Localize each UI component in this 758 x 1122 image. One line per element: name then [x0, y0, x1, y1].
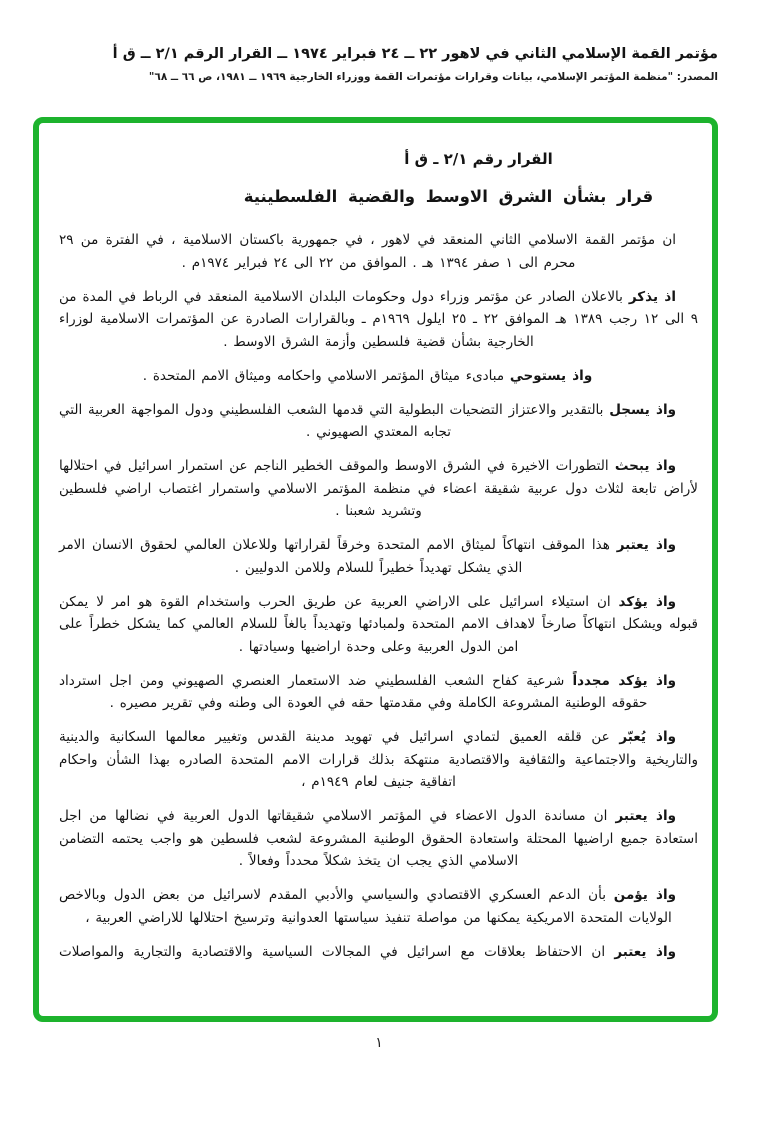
paragraph — [59, 399, 698, 444]
paragraph-text: شرعية كفاح الشعب الفلسطيني ضد الاستعمار العنصري الصهيوني ومن اجل استرداد حقوقه الوطنية المشروعة الكاملة وفي مقدمتها حقه في العودة الى وطنه وفي تقرير مصيره . — [59, 672, 648, 711]
paragraph-text: مبادىء ميثاق المؤتمر الاسلامي واحكامه وميثاق الامم المتحدة . — [142, 367, 510, 384]
paragraph — [59, 286, 698, 354]
paragraph-text: بالتقدير والاعتزاز التضحيات البطولية التي قدمها الشعب الفلسطيني ودول المواجهة العربية التي تجابه المعتدي الصهيوني . — [59, 401, 610, 440]
resolution-number: القرار رقم ٢/١ ـ ق أ — [404, 150, 553, 168]
paragraph-lead: واذ يعتبر — [614, 943, 676, 960]
paragraph-text: ان مؤتمر القمة الاسلامي الثاني المنعقد في لاهور ، في جمهورية باكستان الاسلامية ، في الفترة من ٢٩ محرم الى ١ صفر ١٣٩٤ هـ . الموافق من ٢٢ الى ٢٤ فبراير ١٩٧٤م . — [59, 232, 676, 271]
page-number: ١ — [375, 1035, 383, 1051]
document-header — [36, 44, 718, 84]
paragraph-lead: واذ يؤكد مجدداً — [572, 672, 676, 689]
paragraph-lead: واذ يستوحي — [509, 367, 593, 384]
paragraph — [59, 534, 698, 579]
paragraph — [59, 455, 698, 523]
paragraph — [59, 884, 698, 929]
header-title-line: مؤتمر القمة الإسلامي الثاني في لاهور ٢٢ ــ ٢٤ فبراير ١٩٧٤ ــ القرار الرقم ٢/١ ــ ق أ — [112, 46, 718, 62]
paragraph — [59, 670, 698, 715]
paragraph-lead: واذ يسجل — [609, 401, 677, 418]
document-body — [59, 229, 698, 963]
paragraph-lead: واذ يعتبر — [615, 808, 676, 824]
document-frame — [33, 117, 718, 1022]
paragraph-text: ان الاحتفاظ بعلاقات مع اسرائيل في المجالات السياسية والاقتصادية والتجارية والمواصلات — [59, 943, 615, 960]
paragraph — [59, 229, 698, 274]
paragraph-text: ان مساندة الدول الاعضاء في المؤتمر الاسلامي شقيقاتها الدول العربية في نضالها من اجل استعادة جميع اراضيها المحتلة واستعادة الحقوق الوطنية المشروعة لشعب فلسطين هو واجب يحتمه التضامن الاسلامي الذي يجب ان يتخذ شكلاً محدداً وفعالاً . — [59, 808, 698, 869]
paragraph-lead: واذ يؤكد — [618, 593, 676, 610]
paragraph-lead: اذ يذكر — [628, 288, 676, 305]
resolution-title: قرار بشأن الشرق الاوسط والقضية الفلسطينية — [243, 187, 654, 206]
paragraph — [59, 941, 698, 964]
paragraph-text: عن قلقه العميق لتمادي اسرائيل في تهويد مدينة القدس وتغيير معالمها السكانية والدينية والتاريخية والاجتماعية والثقافية والاقتصادية منتهكة بذلك قرارات الامم المتحدة الصادره بهذا الشأن واحكام اتفاقية جنيف لعام ١٩٤٩م ، — [59, 729, 698, 790]
paragraph-lead: واذ يؤمن — [613, 887, 677, 903]
paragraph — [59, 726, 698, 794]
paragraph-text: بالاعلان الصادر عن مؤتمر وزراء دول وحكومات البلدان الاسلامية المنعقد في الرباط في المدة من ٩ الى ١٢ رجب ١٣٨٩ هـ الموافق ٢٢ ـ ٢٥ ايلول ١٩٦٩م ـ وبالقرارات الصادرة عن المؤتمرات الاسلامية لوزراء الخارجية بشأن قضية فلسطين وأزمة الشرق الاوسط . — [59, 288, 698, 350]
paragraph-lead: واذ يبحث — [614, 458, 676, 474]
paragraph-text: التطورات الاخيرة في الشرق الاوسط والموقف الخطير الناجم عن استمرار اسرائيل في احتلالها لأراض تابعة لثلاث دول عربية شقيقة اعضاء في منظمة المؤتمر الاسلامي واستمرار اغتصاب اراضي فلسطين وتشريد شعبنا . — [59, 458, 698, 519]
paragraph-text: ان استيلاء اسرائيل على الاراضي العربية عن طريق الحرب واستخدام القوة هو امر لا يمكن قبوله ويشكل انتهاكاً صارخاً لاهداف الامم المتحدة ولمبادئها وتهديداً بالغاً للسلام العالمي كما يشكل خطراً على امن الدول العربية وعلى وحدة اراضيها وسيادتها . — [59, 593, 698, 655]
scanned-document-page — [0, 44, 758, 1122]
paragraph-lead: واذ يُعبّر — [619, 729, 676, 745]
paragraph-text: بأن الدعم العسكري الاقتصادي والسياسي والأدبي المقدم لاسرائيل من بعض الدول وبالاخص الولايات المتحدة الامريكية يمكنها من مواصلة تنفيذ سياستها العدوانية وترسيخ احتلالها للاراضي العربية ، — [59, 887, 672, 926]
header-source-line: المصدر: "منظمة المؤتمر الإسلامي، بيانات وقرارات مؤتمرات القمة ووزراء الخارجية ١٩٦٩ ــ ١٩٨١، ص ٦٦ ــ ٦٨" — [148, 71, 718, 83]
paragraph — [59, 591, 698, 659]
paragraph — [59, 365, 698, 388]
paragraph — [59, 805, 698, 873]
paragraph-text: هذا الموقف انتهاكاً لميثاق الامم المتحدة وخرقاً لقراراتها وللاعلان العالمي لحقوق الانسان الامر الذي يشكل تهديداً خطيراً للسلام وللامن الدوليين . — [59, 537, 617, 576]
paragraph-lead: واذ يعتبر — [616, 537, 676, 553]
